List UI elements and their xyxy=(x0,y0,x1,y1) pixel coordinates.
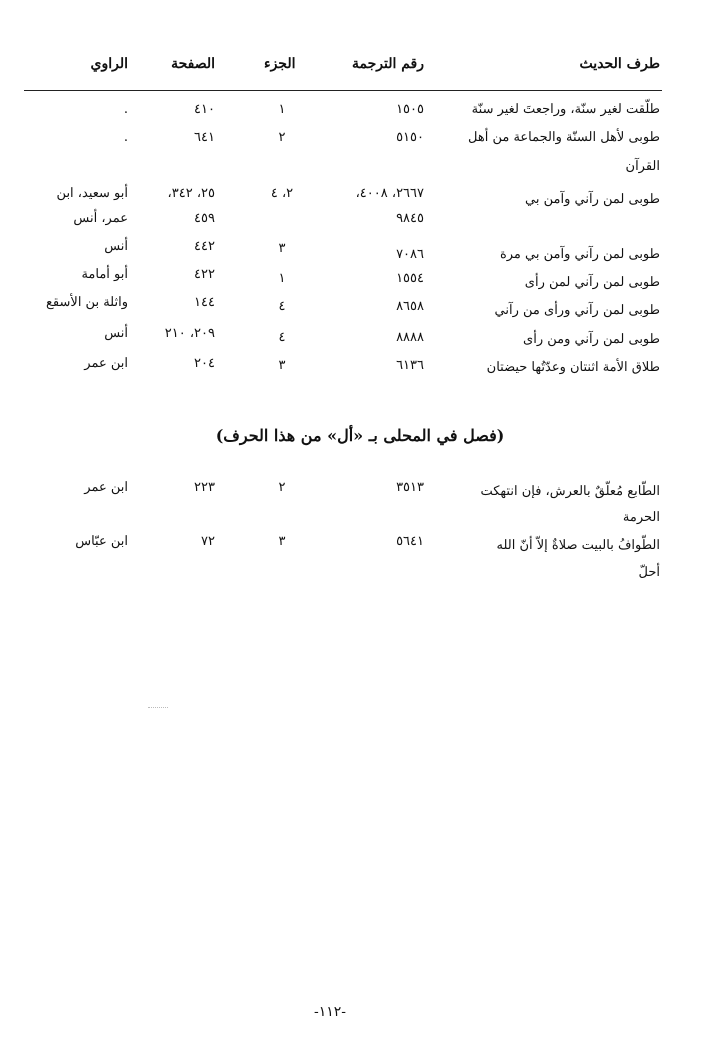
table-row xyxy=(0,562,720,586)
juz-cell: ٣ xyxy=(278,241,286,256)
page-cell: ٧٢ xyxy=(201,534,215,549)
header-tarjama: رقم الترجمة xyxy=(351,56,424,72)
juz-cell: ٣ xyxy=(278,534,286,549)
page-cell: ٢٢٣ xyxy=(194,480,215,495)
page-cell: ٦٤١ xyxy=(194,130,215,145)
page-cell: ٢٥، ٣٤٢، xyxy=(167,186,215,201)
tarjama-cell: ٨٦٥٨ xyxy=(396,299,424,314)
section-title: (فصل في المحلى بـ «أل» من هذا الحرف) xyxy=(215,426,505,445)
juz-cell: ١ xyxy=(278,271,286,286)
tarjama-cell: ٢٦٦٧، ٤٠٠٨، xyxy=(355,186,424,201)
rawi-cell: ابن عمر xyxy=(84,356,128,371)
hadith-cell: طوبى لمن رآني ورأى من رآني xyxy=(494,303,660,318)
table-row xyxy=(0,127,720,151)
table-row xyxy=(0,353,720,377)
tarjama-cell: ١٥٠٥ xyxy=(396,102,424,117)
page-cell: ٤٤٢ xyxy=(194,239,215,254)
page-cell: ٢٠٩، ٢١٠ xyxy=(164,326,215,341)
rawi-cell: أبو أمامة xyxy=(81,267,128,282)
table-row xyxy=(0,323,720,347)
hadith-cell: الطّوافُ بالبيت صلاةٌ إلاّ أنّ الله xyxy=(496,538,660,553)
header-juz: الجزء xyxy=(264,56,296,72)
header-divider xyxy=(24,90,662,91)
hadith-cell: طلاق الأمة اثنتان وعدّتُها حيضتان xyxy=(486,360,660,375)
header-hadith: طرف الحديث xyxy=(579,56,660,72)
rawi-cell: أنس xyxy=(104,326,128,341)
table-row xyxy=(0,477,720,501)
table-row xyxy=(0,264,720,288)
hadith-cell: الحرمة xyxy=(622,510,660,525)
tarjama-cell: ٥١٥٠ xyxy=(396,130,424,145)
table-row xyxy=(0,236,720,260)
hadith-cell: الطّابع مُعلّقٌ بالعرش، فإن انتهكت xyxy=(480,484,660,499)
hadith-cell: طوبى لمن رآني لمن رأى xyxy=(524,275,660,290)
juz-cell: ٣ xyxy=(278,358,286,373)
table-row xyxy=(0,292,720,316)
juz-cell: ٤ xyxy=(278,299,286,314)
scan-speck xyxy=(148,707,168,708)
tarjama-cell: ٧٠٨٦ xyxy=(396,247,424,262)
tarjama-cell: ٥٦٤١ xyxy=(396,534,424,549)
table-row xyxy=(0,507,720,531)
rawi-cell: عمر، أنس xyxy=(73,211,128,226)
table-row xyxy=(0,99,720,123)
table-row xyxy=(0,183,720,207)
page-cell: ٢٠٤ xyxy=(194,356,215,371)
tarjama-cell: ١٥٥٤ xyxy=(396,271,424,286)
tarjama-cell: ٦١٣٦ xyxy=(396,358,424,373)
hadith-cell: طلّقت لغير سنّة، وراجعتَ لغير سنّة xyxy=(471,102,660,117)
page-cell: ٤٥٩ xyxy=(194,211,215,226)
hadith-cell: طوبى لأهل السنّة والجماعة من أهل xyxy=(468,130,660,145)
rawi-cell: ابن عبّاس xyxy=(75,534,128,549)
rawi-cell: ابن عمر xyxy=(84,480,128,495)
tarjama-cell: ٩٨٤٥ xyxy=(396,211,424,226)
juz-cell: ١ xyxy=(278,102,286,117)
juz-cell: ٢، ٤ xyxy=(270,186,294,201)
hadith-cell: طوبى لمن رآني وآمن بي xyxy=(525,192,660,207)
tarjama-cell: ٣٥١٣ xyxy=(396,480,424,495)
hadith-cell: طوبى لمن رآني وآمن بي مرة xyxy=(499,247,660,262)
page-number: -١١٢- xyxy=(313,1004,347,1020)
table-row xyxy=(0,156,720,180)
page-cell: ١٤٤ xyxy=(194,295,215,310)
header-page: الصفحة xyxy=(171,56,215,72)
rawi-cell: أبو سعيد، ابن xyxy=(56,186,128,201)
rawi-cell: . xyxy=(123,130,128,145)
hadith-cell: القرآن xyxy=(625,159,660,174)
table-row xyxy=(0,208,720,232)
page-cell: ٤٢٢ xyxy=(194,267,215,282)
hadith-cell: أحلّ xyxy=(638,565,660,580)
tarjama-cell: ٨٨٨٨ xyxy=(396,330,424,345)
header-rawi: الراوي xyxy=(90,56,128,72)
juz-cell: ٤ xyxy=(278,330,286,345)
page-cell: ٤١٠ xyxy=(194,102,215,117)
rawi-cell: . xyxy=(123,102,128,117)
hadith-cell: طوبى لمن رآني ومن رأى xyxy=(523,332,660,347)
rawi-cell: واثلة بن الأسقع xyxy=(46,295,128,310)
table-row xyxy=(0,531,720,555)
juz-cell: ٢ xyxy=(278,130,286,145)
juz-cell: ٢ xyxy=(278,480,286,495)
rawi-cell: أنس xyxy=(104,239,128,254)
